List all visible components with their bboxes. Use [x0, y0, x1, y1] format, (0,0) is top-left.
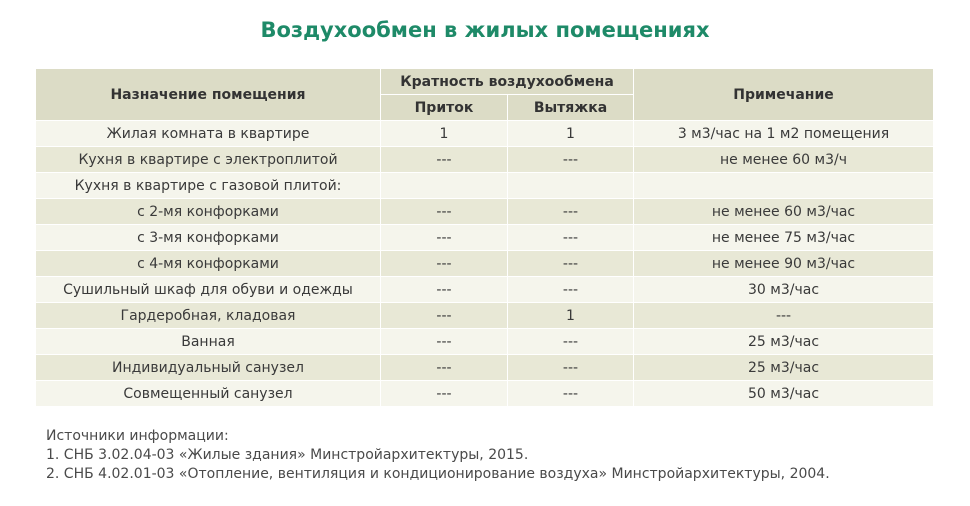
table-row — [36, 251, 934, 277]
table-row — [36, 225, 934, 251]
page-title: Воздухообмен в жилых помещениях — [260, 18, 710, 42]
header-inflow: Приток — [381, 95, 508, 121]
cell-exhaust: 1 — [508, 121, 634, 147]
cell-exhaust: --- — [508, 329, 634, 355]
cell-room: с 4-мя конфорками — [36, 251, 381, 277]
cell-inflow: --- — [381, 303, 508, 329]
table-body — [36, 121, 934, 407]
cell-note: не менее 90 м3/час — [634, 251, 934, 277]
cell-room: Гардеробная, кладовая — [36, 303, 381, 329]
cell-inflow: --- — [381, 199, 508, 225]
cell-note: 25 м3/час — [634, 355, 934, 381]
cell-exhaust: --- — [508, 355, 634, 381]
table-row — [36, 381, 934, 407]
source-item: 1. СНБ 3.02.04-03 «Жилые здания» Минстройархитектуры, 2015. — [46, 447, 529, 463]
cell-room: Ванная — [36, 329, 381, 355]
sources-heading: Источники информации: — [46, 428, 229, 444]
header-room: Назначение помещения — [36, 69, 381, 121]
header-rate-group: Кратность воздухообмена — [381, 69, 634, 95]
cell-note: 50 м3/час — [634, 381, 934, 407]
cell-room: Сушильный шкаф для обуви и одежды — [36, 277, 381, 303]
cell-inflow: --- — [381, 147, 508, 173]
cell-room: Совмещенный санузел — [36, 381, 381, 407]
air-exchange-table — [35, 68, 934, 407]
air-exchange-table-container — [35, 68, 933, 407]
cell-note: 3 м3/час на 1 м2 помещения — [634, 121, 934, 147]
cell-room: Жилая комната в квартире — [36, 121, 381, 147]
table-row — [36, 329, 934, 355]
header-exhaust: Вытяжка — [508, 95, 634, 121]
cell-exhaust: --- — [508, 147, 634, 173]
cell-note: не менее 75 м3/час — [634, 225, 934, 251]
cell-exhaust: --- — [508, 199, 634, 225]
cell-inflow: --- — [381, 355, 508, 381]
cell-exhaust: 1 — [508, 303, 634, 329]
cell-note: 30 м3/час — [634, 277, 934, 303]
cell-room: с 2-мя конфорками — [36, 199, 381, 225]
cell-inflow — [381, 173, 508, 199]
cell-exhaust — [508, 173, 634, 199]
cell-note — [634, 173, 934, 199]
cell-note: 25 м3/час — [634, 329, 934, 355]
cell-inflow: --- — [381, 251, 508, 277]
cell-exhaust: --- — [508, 225, 634, 251]
table-row — [36, 173, 934, 199]
cell-room: с 3-мя конфорками — [36, 225, 381, 251]
table-row — [36, 277, 934, 303]
cell-exhaust: --- — [508, 381, 634, 407]
cell-note: не менее 60 м3/час — [634, 199, 934, 225]
cell-inflow: --- — [381, 277, 508, 303]
cell-exhaust: --- — [508, 277, 634, 303]
cell-room: Индивидуальный санузел — [36, 355, 381, 381]
table-row — [36, 147, 934, 173]
cell-room: Кухня в квартире с электроплитой — [36, 147, 381, 173]
header-note: Примечание — [634, 69, 934, 121]
table-header — [36, 69, 934, 121]
cell-inflow: 1 — [381, 121, 508, 147]
cell-note: не менее 60 м3/ч — [634, 147, 934, 173]
cell-exhaust: --- — [508, 251, 634, 277]
cell-inflow: --- — [381, 381, 508, 407]
cell-note: --- — [634, 303, 934, 329]
table-row — [36, 199, 934, 225]
cell-inflow: --- — [381, 329, 508, 355]
cell-room: Кухня в квартире с газовой плитой: — [36, 173, 381, 199]
table-row — [36, 303, 934, 329]
table-row — [36, 121, 934, 147]
source-item: 2. СНБ 4.02.01-03 «Отопление, вентиляция и кондиционирование воздуха» Минстройархитектуры, 2004. — [46, 466, 830, 482]
table-row — [36, 355, 934, 381]
sources-section — [46, 427, 830, 484]
cell-inflow: --- — [381, 225, 508, 251]
